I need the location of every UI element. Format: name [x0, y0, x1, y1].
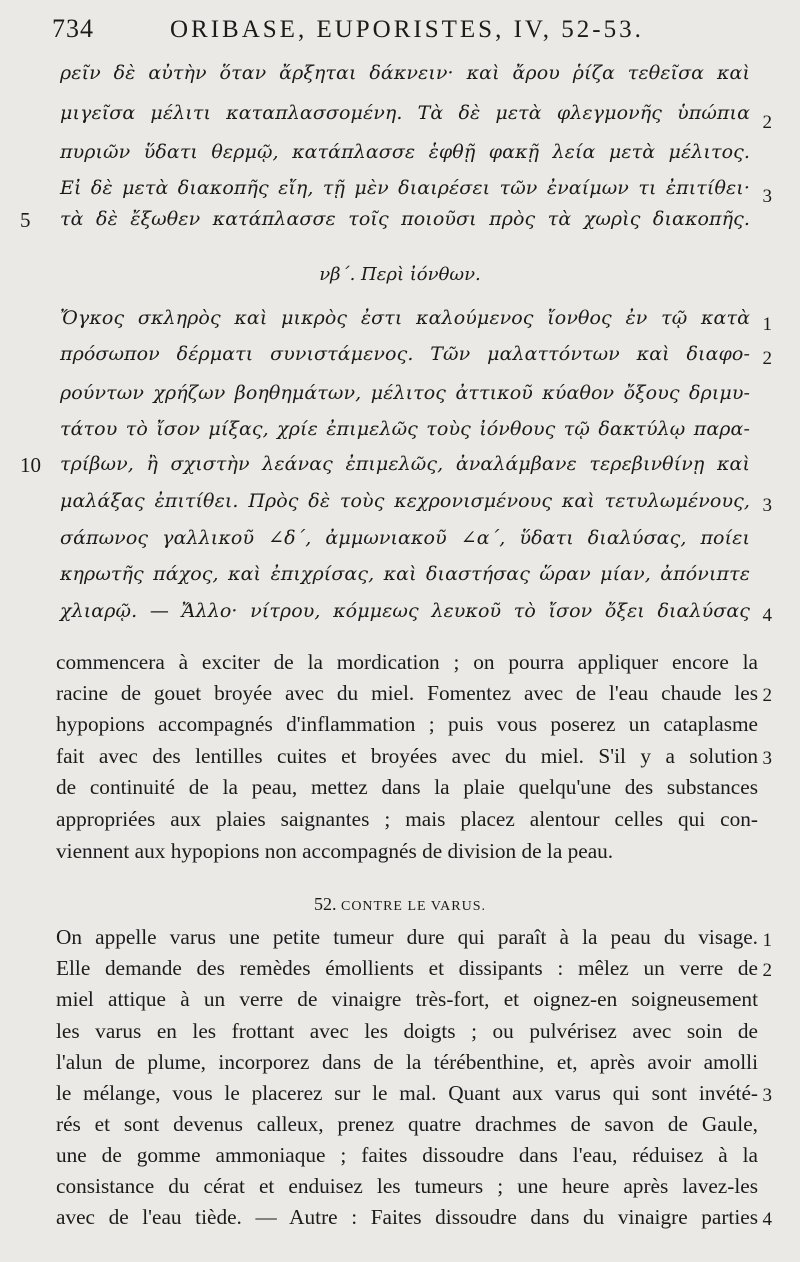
margin-line-number: 2 — [762, 685, 772, 706]
left-line-number: 5 — [20, 208, 31, 232]
text-line: τὰ δὲ ἔξωθεν κατάπλασσε τοῖς ποιοῦσι πρὸς τὰ χωρὶς διακοπῆς. — [60, 208, 750, 230]
page-number: 734 — [52, 14, 94, 43]
text-line: χλιαρῷ. — Ἄλλο· νίτρου, κόμμεως λευκοῦ τὸ ἴσον ὄξει διαλύσας — [60, 600, 750, 622]
text-line: Ὄγκος σκληρὸς καὶ μικρὸς ἐστι καλούμενος ἴονθος ἐν τῷ κατὰ — [60, 307, 750, 329]
section-title: CONTRE LE VARUS. — [340, 899, 486, 914]
margin-line-number: 1 — [762, 930, 772, 951]
text-line: miel attique à un verre de vinaigre très-fort, et oignez-en soigneusement — [56, 987, 758, 1011]
greek-section-heading: νβ΄. Περὶ ἰόνθων. — [319, 264, 481, 285]
text-line: μιγεῖσα μέλιτι καταπλασσομένη. Τὰ δὲ μετὰ φλεγμονῆς ὑπώπια — [60, 102, 750, 124]
margin-line-number: 3 — [762, 1085, 772, 1106]
margin-line-number: 3 — [762, 495, 772, 516]
text-line: fait avec des lentilles cuites et broyées avec du miel. S'il y a solution — [56, 744, 758, 768]
margin-line-number: 3 — [762, 748, 772, 769]
text-line: consistance du cérat et enduisez les tumeurs ; une heure après lavez-les — [56, 1174, 758, 1198]
text-line: commencera à exciter de la mordication ; on pourra appliquer encore la — [56, 650, 758, 674]
text-line: avec de l'eau tiède. — Autre : Faites dissoudre dans du vinaigre parties — [56, 1205, 758, 1229]
margin-line-number: 4 — [762, 605, 772, 626]
running-title: ORIBASE, EUPORISTES, IV, 52-53. — [170, 16, 644, 43]
margin-line-number: 3 — [762, 186, 772, 207]
text-line: racine de gouet broyée avec du miel. Fomentez avec de l'eau chaude les — [56, 681, 758, 705]
text-line: l'alun de plume, incorporez dans de la térébenthine, et, après avoir amolli — [56, 1050, 758, 1074]
text-line: ρούντων χρήζων βοηθημάτων, μέλιτος ἀττικοῦ κύαθον ὄξους δριμυ- — [60, 382, 750, 404]
text-line: κηρωτῆς πάχος, καὶ ἐπιχρίσας, καὶ διαστήσας ὥραν μίαν, ἀπόνιπτε — [60, 563, 750, 585]
text-line: hypopions accompagnés d'inflammation ; puis vous poserez un cataplasme — [56, 712, 758, 736]
text-line: viennent aux hypopions non accompagnés de division de la peau. — [56, 839, 614, 863]
text-line: μαλάξας ἐπιτίθει. Πρὸς δὲ τοὺς κεχρονισμένους καὶ τετυλωμένους, — [60, 490, 750, 512]
text-line: appropriées aux plaies saignantes ; mais placez alentour celles qui con- — [56, 807, 758, 831]
text-line: une de gomme ammoniaque ; faites dissoudre dans l'eau, réduisez à la — [56, 1143, 758, 1167]
text-line: Εἰ δὲ μετὰ διακοπῆς εἴη, τῇ μὲν διαιρέσει τῶν ἐναίμων τι ἐπιτίθει· — [60, 177, 750, 199]
french-section-heading — [0, 894, 800, 915]
page-header — [0, 10, 800, 50]
text-line: On appelle varus une petite tumeur dure qui paraît à la peau du visage. — [56, 925, 758, 949]
text-line: ρεῖν δὲ αὐτὴν ὅταν ἄρξηται δάκνειν· καὶ ἄρου ῥίζα τεθεῖσα καὶ — [60, 62, 750, 84]
margin-line-number: 4 — [762, 1209, 772, 1230]
margin-line-number: 2 — [762, 348, 772, 369]
left-line-number: 10 — [20, 453, 41, 477]
text-line: rés et sont devenus calleux, prenez quatre drachmes de savon de Gaule, — [56, 1112, 758, 1136]
text-line: Elle demande des remèdes émollients et dissipants : mêlez un verre de — [56, 956, 758, 980]
text-line: les varus en les frottant avec les doigts ; ou pulvérisez avec soin de — [56, 1019, 758, 1043]
text-line: πρόσωπον δέρματι συνιστάμενος. Τῶν μαλαττόντων καὶ διαφο- — [60, 343, 750, 365]
text-line: le mélange, vous le placerez sur le mal. Quant aux varus qui sont invété- — [56, 1081, 758, 1105]
text-line: de continuité de la peau, mettez dans la plaie quelqu'une des substances — [56, 775, 758, 799]
margin-line-number: 2 — [762, 960, 772, 981]
text-line: τρίβων, ἢ σχιστὴν λεάνας ἐπιμελῶς, ἀναλάμβανε τερεβινθίνῃ καὶ — [60, 453, 750, 475]
text-line: πυριῶν ὕδατι θερμῷ, κατάπλασσε ἑφθῇ φακῇ λεία μετὰ μέλιτος. — [60, 141, 750, 163]
text-line: τάτου τὸ ἴσον μίξας, χρίε ἐπιμελῶς τοὺς ἰόνθους τῷ δακτύλῳ παρα- — [60, 418, 750, 440]
margin-line-number: 1 — [762, 314, 772, 335]
margin-line-number: 2 — [762, 112, 772, 133]
section-number: 52. — [313, 894, 337, 914]
text-line: σάπωνος γαλλικοῦ ∠δ΄, ἀμμωνιακοῦ ∠α΄, ὕδατι διαλύσας, ποίει — [60, 527, 750, 549]
